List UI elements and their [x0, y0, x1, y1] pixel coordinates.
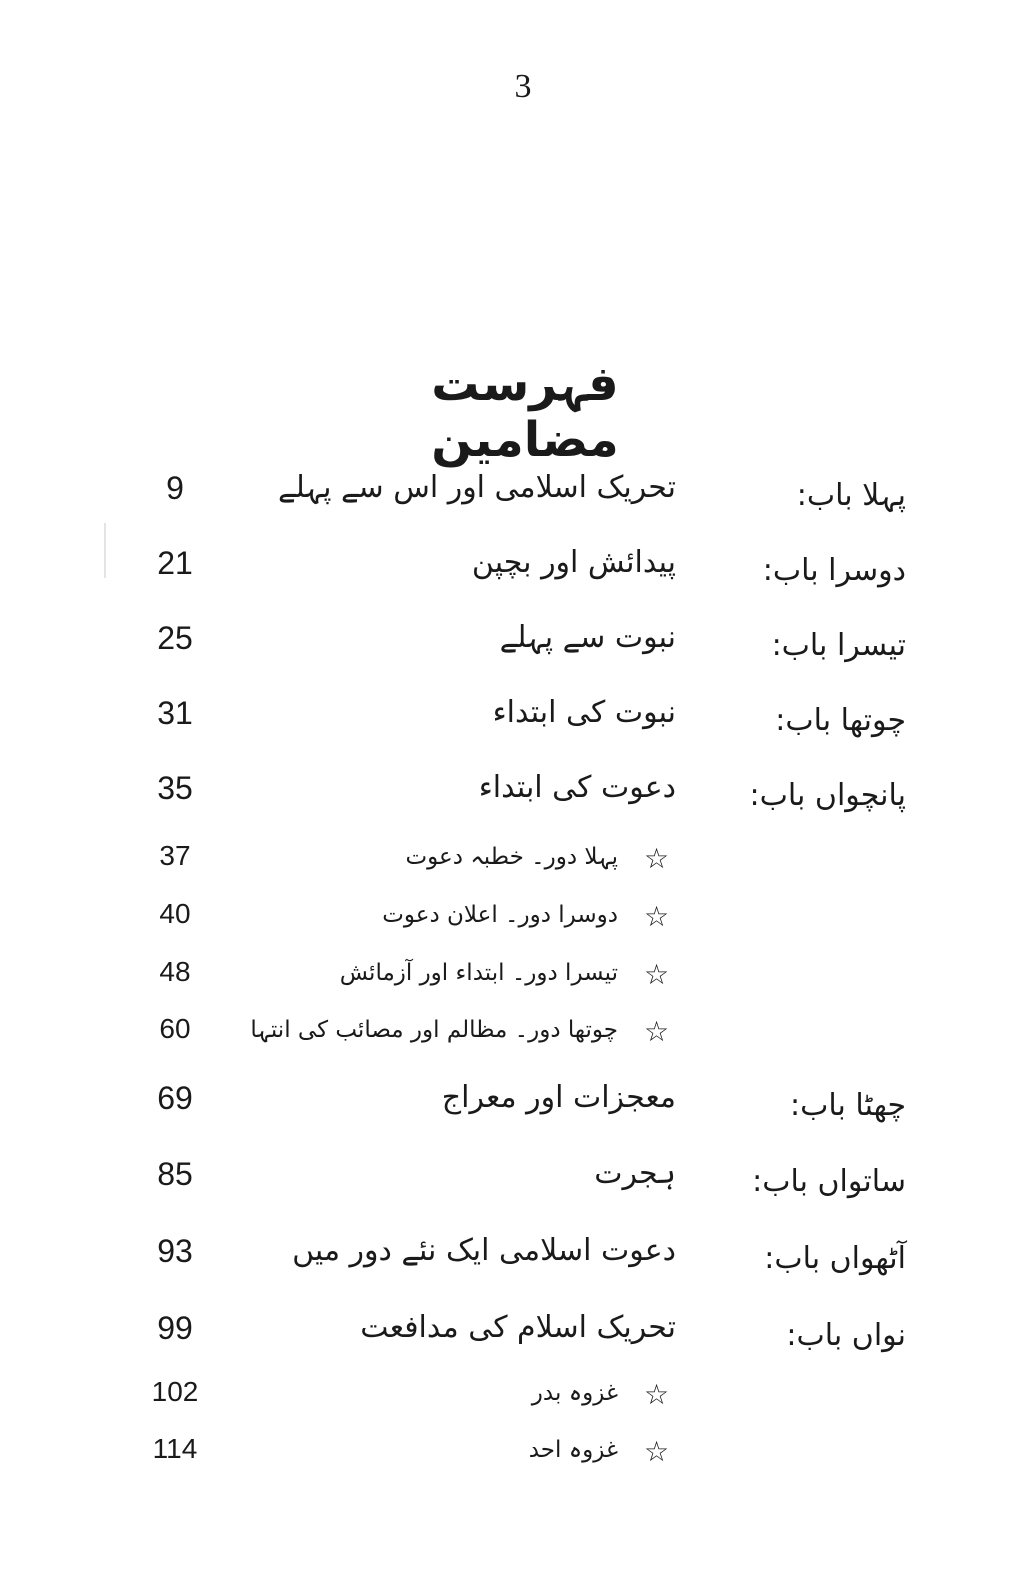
toc-sub-entry[interactable]	[0, 898, 1031, 958]
star-outline-icon: ☆	[644, 900, 670, 933]
chapter-label: پہلا باب:	[796, 478, 906, 513]
entry-title: تحریک اسلام کی مدافعت	[360, 1310, 676, 1345]
entry-page-number: 60	[159, 1013, 191, 1044]
toc-entry[interactable]	[0, 545, 1031, 605]
star-outline-icon: ☆	[644, 1015, 670, 1048]
toc-entry[interactable]	[0, 770, 1031, 830]
entry-page-number: 102	[151, 1376, 199, 1407]
toc-entry[interactable]	[0, 470, 1031, 530]
toc-sub-entry[interactable]	[0, 1013, 1031, 1073]
toc-sub-entry[interactable]	[0, 840, 1031, 900]
entry-page-number: 9	[166, 470, 184, 506]
entry-title: دعوت کی ابتداء	[478, 770, 676, 805]
entry-title: نبوت کی ابتداء	[492, 695, 676, 730]
entry-title: پیدائش اور بچپن	[471, 545, 676, 580]
chapter-label: آٹھواں باب:	[764, 1241, 906, 1276]
entry-title: پہلا دور۔ خطبہ دعوت	[405, 844, 618, 870]
entry-title: نبوت سے پہلے	[499, 620, 676, 655]
entry-page-number: 85	[157, 1156, 193, 1192]
entry-title: دعوت اسلامی ایک نئے دور میں	[292, 1233, 676, 1268]
toc-entry[interactable]	[0, 695, 1031, 755]
toc-sub-entry[interactable]	[0, 1433, 1031, 1493]
star-outline-icon: ☆	[644, 1435, 670, 1468]
entry-title: غزوہ احد	[528, 1437, 618, 1463]
page-title: فہرست مضامین	[431, 356, 619, 468]
entry-page-number: 37	[159, 840, 191, 871]
entry-page-number: 48	[159, 956, 191, 987]
entry-page-number: 35	[157, 770, 193, 806]
toc-entry[interactable]	[0, 1156, 1031, 1216]
star-outline-icon: ☆	[644, 958, 670, 991]
entry-page-number: 114	[152, 1433, 198, 1464]
entry-title: معجزات اور معراج	[441, 1080, 676, 1115]
toc-entry[interactable]	[0, 620, 1031, 680]
toc-entry[interactable]	[0, 1233, 1031, 1293]
toc-entry[interactable]	[0, 1080, 1031, 1140]
entry-title: تیسرا دور۔ ابتداء اور آزمائش	[339, 960, 618, 986]
entry-title: دوسرا دور۔ اعلان دعوت	[382, 902, 618, 928]
entry-page-number: 40	[159, 898, 191, 929]
entry-page-number: 21	[157, 545, 193, 581]
chapter-label: ساتواں باب:	[752, 1164, 906, 1199]
entry-page-number: 93	[157, 1233, 193, 1269]
chapter-label: تیسرا باب:	[771, 628, 906, 663]
entry-page-number: 31	[157, 695, 193, 731]
chapter-label: نواں باب:	[786, 1318, 906, 1353]
entry-page-number: 25	[157, 620, 193, 656]
toc-sub-entry[interactable]	[0, 956, 1031, 1016]
entry-title: چوتھا دور۔ مظالم اور مصائب کی انتہا	[250, 1017, 618, 1043]
star-outline-icon: ☆	[644, 1378, 670, 1411]
chapter-label: پانچواں باب:	[749, 778, 906, 813]
page-number: 3	[514, 68, 532, 105]
entry-title: تحریک اسلامی اور اس سے پہلے	[277, 470, 676, 505]
entry-page-number: 69	[157, 1080, 193, 1116]
entry-title: غزوہ بدر	[531, 1380, 618, 1406]
toc-sub-entry[interactable]	[0, 1376, 1031, 1436]
chapter-label: چوتھا باب:	[775, 703, 906, 738]
entry-title: ہجرت	[594, 1156, 676, 1191]
chapter-label: چھٹا باب:	[790, 1088, 906, 1123]
toc-entry[interactable]	[0, 1310, 1031, 1370]
entry-page-number: 99	[157, 1310, 193, 1346]
star-outline-icon: ☆	[644, 842, 670, 875]
chapter-label: دوسرا باب:	[762, 553, 906, 588]
